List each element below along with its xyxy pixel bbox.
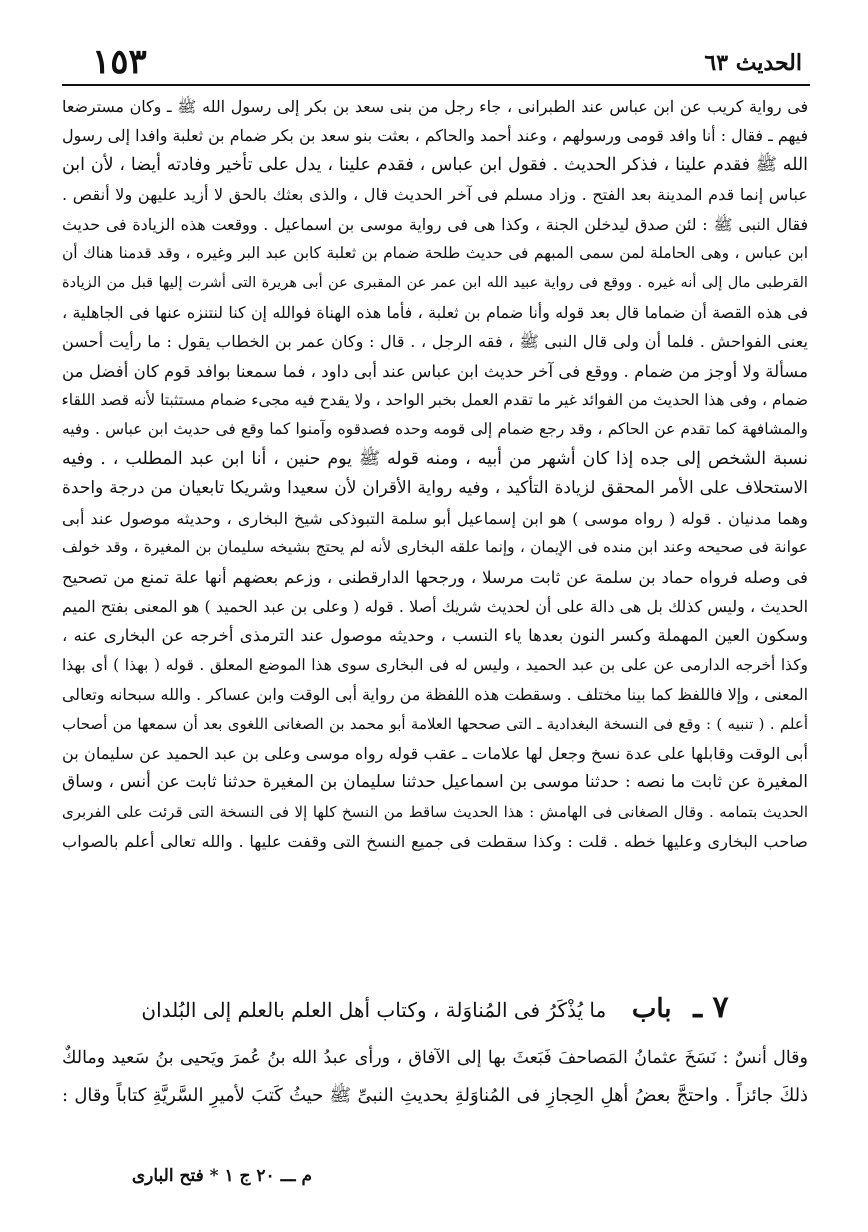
text-line: فى رواية كريب عن ابن عباس عند الطبرانى ، جاء رجل من بنى سعد بن بكر إلى رسول الله ﷺ ـ وكان مسترضعا [62,97,808,116]
text-line: وسكون العين المهملة وكسر النون بعدها ياء النسب ، وحديثه موصول عند الترمذى أخرجه عن البخارى عنه ، [62,626,808,646]
text-line: عباس إنما قدم المدينة بعد الفتح . وزاد مسلم فى آخر الحديث قال ، والذى بعثك بالحق لا أزيد عليهن ولا أنقص . [62,185,808,205]
text-line: الحديث بتمامه . وقال الصغانى فى الهامش : هذا الحديث ساقط من النسخ كلها إلا فى النسخة التى قرئت على الفربرى [62,802,808,821]
chapter-title: ما يُذْكَرُ فى المُناوَلة ، وكتاب أهل العلم بالعلم إلى البُلدان [141,998,607,1022]
text-line: فى هذه القصة أن ضماما قال بعد قوله وأنا ضمام بن ثعلبة ، فأما هذه الهناة فوالله إن كنا لنتنزه عنها فى الجاهلية ، [62,302,808,322]
text-line: المغيرة عن ثابت ما نصه : حدثنا موسى بن اسماعيل حدثنا سليمان بن المغيرة حدثنا ثابت عن أنس ، وساق [62,772,808,793]
text-line: نسبة الشخص إلى جده إذا كان أشهر من أبيه ، ومنه قوله ﷺ يوم حنين ، أنا ابن عبد المطلب ، . وفيه [62,448,808,469]
text-line: الحديث ، وليس كذلك بل هى دالة على أن لحديث شريك أصلا . قوله ( وعلى بن عبد الحميد ) هو المعنى بفتح الميم [62,596,808,616]
commentary-text [62,92,808,972]
text-line: ابن عباس ، وهى الحاملة لمن سمى المبهم فى حديث طلحة ضمام بن ثعلبة كابن عبد البر وغيره ، وقد قدمنا هناك أن [62,244,808,263]
text-line: صاحب البخارى وعليها خطه . قلت : وكذا سقطت فى جميع النسخ التى وقفت عليها . والله تعالى أعلم بالصواب [62,832,808,852]
chapter-heading [62,985,808,1031]
hadith-line: ذلكَ جائزاً . واحتجَّ بعضُ أهلِ الحِجازِ فى المُناوَلةِ بحديثِ النبىِّ ﷺ حيثُ كَتبَ لأميرِ السَّريَّةِ كتاباً وقال : [62,1085,808,1106]
text-line: مسألة ولا أوجز من ضمام . ووقع فى آخر حديث ابن عباس عند أبى داود ، فما سمعنا بوافد قوم كان أفضل من [62,361,808,381]
text-line: أبى الوقت وقابلها على عدة نسخ وجعل لها علامات ـ عقب قوله رواه موسى وعلى بن عبد الحميد عن سليمان بن [62,743,808,763]
text-line: الاستحلاف على الأمر المحقق لزيادة التأكيد ، وفيه رواية الأقران لأن سعيدا وشريكا تابعيان من درجة واحدة [62,478,808,499]
text-line: المعنى ، وإلا فاللفظ كما بينا مختلف . وسقطت هذه اللفظة من رواية أبى الوقت وابن عساكر . والله سبحانه وتعالى [62,685,808,705]
hadith-line: وقال أنسٌ : نَسَخَ عثمانُ المَصاحفَ فَبَعثَ بها إلى الآفاق ، ورأى عبدُ الله بنُ عُمرَ ويَحيى بنُ سَعيد ومالكٌ [62,1048,808,1068]
running-title: الحديث ٦٣ [704,50,802,76]
printer-signature-mark: م ـــ ٢٠ ج ١ * فتح البارى [131,1166,312,1186]
text-line: ضمام ، وفى هذا الحديث من الفوائد غير ما تقدم العمل بخبر الواحد ، ولا يقدح فيه مجىء ضمام مستثبتا لأنه قصد اللقاء [62,391,808,410]
text-line: وكذا أخرجه الدارمى عن على بن عبد الحميد ، وليس له فى البخارى سوى هذا الموضع المعلق . قوله ( بهذا ) أى بهذا [62,655,808,674]
page-header [62,40,810,86]
text-line: فيهم ـ فقال : أنا وافد قومى ورسولهم ، وعند أحمد والحاكم ، بعثت بنو سعد بن بكر ضمام بن ثعلبة وافدا إلى رسول [62,126,808,146]
text-line: القرطبى مال إلى أنه غيره . ووقع فى رواية عبيد الله ابن عمر عن المقبرى عن أبى هريرة التى أشرت إليها قبل من الزيادة [62,274,808,292]
page-number: ١٥٣ [92,42,147,82]
text-line: فى وصله فرواه حماد بن سلمة عن ثابت مرسلا ، ورجحها الدارقطنى ، وزعم بعضهم أنها علة تمنع من تصحيح [62,567,808,587]
text-line: الله ﷺ فقدم علينا ، فذكر الحديث . فقول ابن عباس ، فقدم علينا ، يدل على تأخير وفادته أيضا ، لأن ابن [62,154,808,175]
text-line: فقال النبى ﷺ : لئن صدق ليدخلن الجنة ، وكذا هى فى رواية موسى بن اسماعيل . ووقعت هذه الزيادة فى حديث [62,214,808,234]
text-line: يعنى الفواحش . فلما أن ولى قال النبى ﷺ ، فقه الرجل ، . قال : وكان عمر بن الخطاب يقول : ما رأيت أحسن [62,332,808,352]
text-line: عوانة فى صحيحه وعند ابن منده فى الإيمان ، وإنما علقه البخارى لأنه لم يحتج بشيخه سليمان بن المغيرة ، وقد خولف [62,538,808,557]
hadith-text [62,1040,808,1150]
text-line: والمشافهة كما تقدم عن الحاكم ، وقد رجع ضمام إلى قومه وحده فصدقوه وآمنوا كما وقع فى حديث ابن عباس . وفيه [62,420,808,439]
text-line: وهما مدنيان . قوله ( رواه موسى ) هو ابن إسماعيل أبو سلمة التبوذكى شيخ البخارى ، وحديثه موصول عند أبى [62,508,808,528]
chapter-number: ٧ ـ [693,990,729,1025]
chapter-bab-label: باب [631,994,672,1024]
text-line: أعلم . ( تنبيه ) : وقع فى النسخة البغدادية ـ التى صححها العلامة أبو محمد بن الصغانى اللغوى بعد أن سمعها من أصحاب [62,714,808,733]
